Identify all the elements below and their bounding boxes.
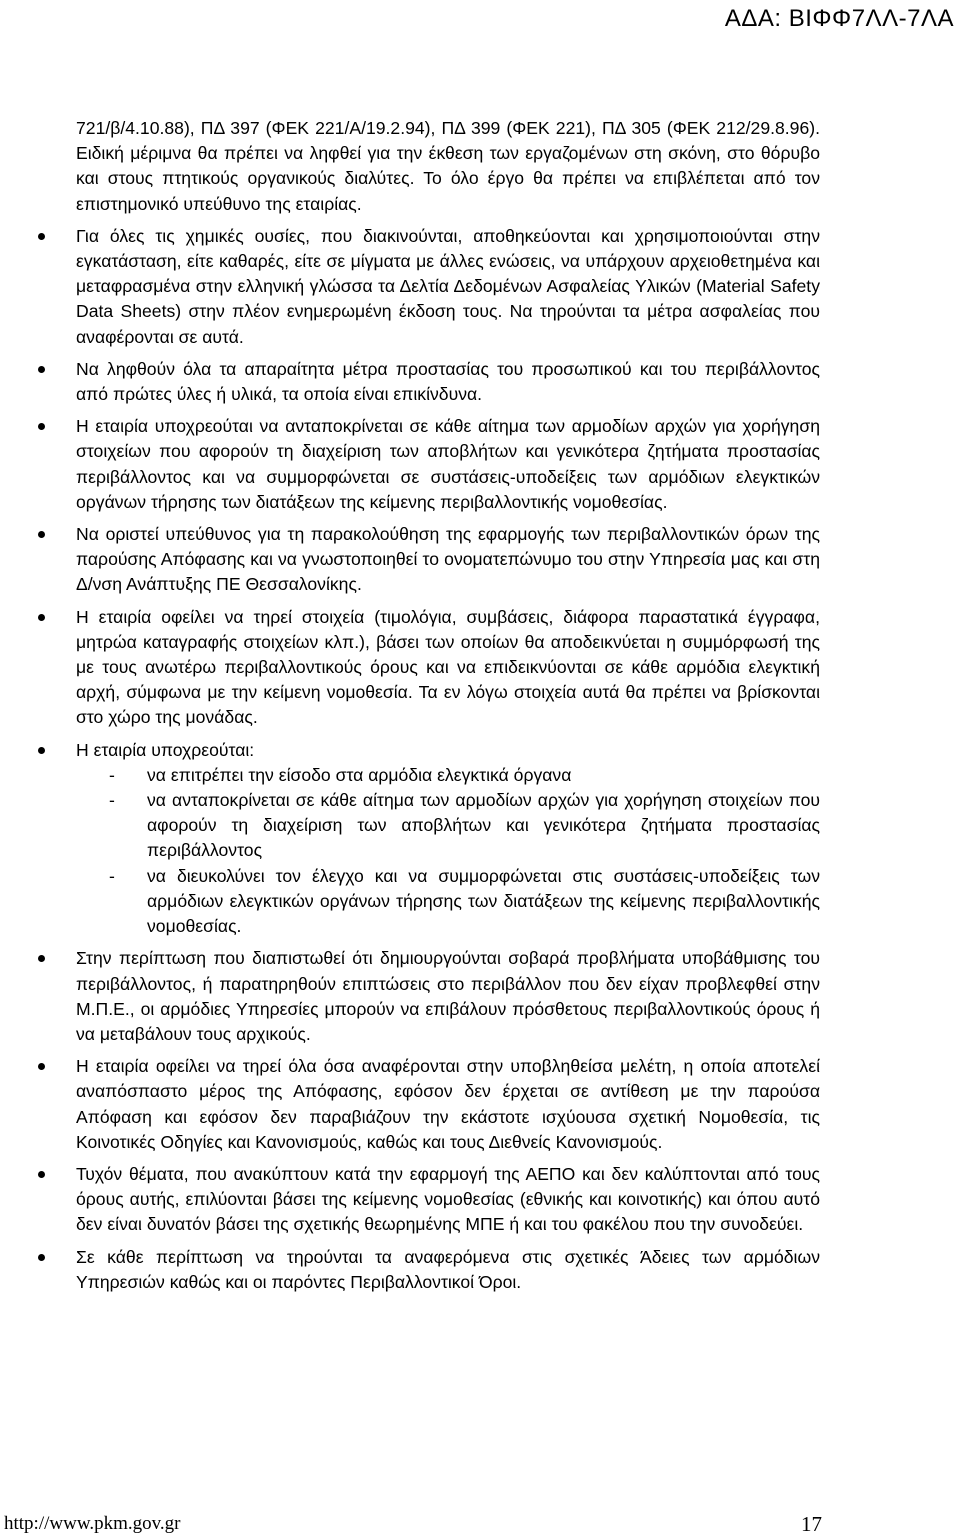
obligations-sublist	[76, 763, 820, 939]
bullet-icon	[38, 233, 45, 240]
bullet-text: Σε κάθε περίπτωση να τηρούνται τα αναφερόμενα στις σχετικές Άδειες των αρμόδιων Υπηρεσιών καθώς και οι παρόντες Περιβαλλοντικοί Όροι.	[76, 1246, 820, 1292]
bullet-icon	[38, 1063, 45, 1070]
bullet-icon	[38, 423, 45, 430]
bullet-item	[76, 946, 820, 1047]
bullet-icon	[38, 1171, 45, 1178]
bullet-item	[76, 414, 820, 515]
bullet-item	[76, 605, 820, 731]
bullet-icon	[38, 1254, 45, 1261]
bullet-item	[76, 522, 820, 598]
sublist-item	[76, 788, 820, 864]
dash-marker: -	[109, 865, 115, 886]
bullet-text: Για όλες τις χημικές ουσίες, που διακινούνται, αποθηκεύονται και χρησιμοποιούνται στην εγκατάσταση, είτε καθαρές, είτε σε μίγματα με άλλες ενώσεις, να υπάρχουν αρχειοθετημένα και μεταφρασμένα στην ελληνική γλώσσα τα Δελτία Δεδομένων Ασφαλείας Υλικών (Material Safety Data Sheets) στην πλέον ενημερωμένη έκδοση τους. Να τηρούνται τα μέτρα ασφαλείας που αναφέρονται σε αυτά.	[76, 225, 820, 347]
bullet-text: Η εταιρία υποχρεούται να ανταποκρίνεται σε κάθε αίτημα των αρμοδίων αρχών για χορήγηση στοιχείων που αφορούν τη διαχείριση των αποβλήτων και γενικότερα ζητήματα προστασίας περιβάλλοντος και να συμμορφώνεται σε συστάσεις-υποδείξεις των αρμόδιων ελεγκτικών οργάνων τήρησης των διατάξεων της κείμενης περιβαλλοντικής νομοθεσίας.	[76, 416, 820, 512]
document-body	[76, 116, 820, 1302]
bullet-item	[76, 224, 820, 350]
bullet-text: Τυχόν θέματα, που ανακύπτουν κατά την εφαρμογή της ΑΕΠΟ και δεν καλύπτονται από τους όρους αυτής, επιλύονται βάσει της κείμενης νομοθεσίας (εθνικής και κοινοτικής) και όπου αυτό δεν είναι δυνατόν βάσει της σχετικής θεωρημένης ΜΠΕ ή και του φακέλου που την συνοδεύει.	[76, 1163, 820, 1235]
bullet-icon	[38, 614, 45, 621]
sublist-text: να επιτρέπει την είσοδο στα αρμόδια ελεγκτικά όργανα	[147, 764, 572, 785]
footer-url: http://www.pkm.gov.gr	[4, 1513, 181, 1534]
bullet-text: Η εταιρία οφείλει να τηρεί στοιχεία (τιμολόγια, συμβάσεις, διάφορα παραστατικά έγγραφα, μητρώα καταγραφής στοιχείων κλπ.), βάσει των οποίων θα αποδεικνύεται η συμμόρφωσή της με τους ανωτέρω περιβαλλοντικούς όρους και να επιδεικνύονται σε κάθε αρμόδια ελεγκτική αρχή, σύμφωνα με την κείμενη νομοθεσία. Τα εν λόγω στοιχεία αυτά θα πρέπει να βρίσκονται στο χώρο της μονάδας.	[76, 606, 820, 728]
obligations-intro: Η εταιρία υποχρεούται:	[76, 739, 255, 760]
bullet-item	[76, 1054, 820, 1155]
dash-marker: -	[109, 764, 115, 785]
bullet-icon	[38, 531, 45, 538]
continuation-paragraph: 721/β/4.10.88), ΠΔ 397 (ΦΕΚ 221/Α/19.2.94), ΠΔ 399 (ΦΕΚ 221), ΠΔ 305 (ΦΕΚ 212/29.8.96). Ειδική μέριμνα θα πρέπει να ληφθεί για την έκθεση των εργαζομένων στη σκόνη, στο θόρυβο και στους πτητικούς οργανικούς διαλύτες. Το όλο έργο θα πρέπει να επιβλέπεται από τον επιστημονικό υπεύθυνο της εταιρίας.	[76, 118, 820, 214]
bullet-item	[76, 357, 820, 407]
bullet-text: Να ληφθούν όλα τα απαραίτητα μέτρα προστασίας του προσωπικού και του περιβάλλοντος από πρώτες ύλες ή υλικά, τα οποία είναι επικίνδυνα.	[76, 358, 820, 405]
sublist-item	[76, 763, 820, 788]
bullet-item	[76, 1162, 820, 1238]
bullet-text: Να οριστεί υπεύθυνος για τη παρακολούθηση της εφαρμογής των περιβαλλοντικών όρων της παρούσης Απόφασης και να γνωστοποιηθεί το ονοματεπώνυμο του στην Υπηρεσία μας και στη Δ/νση Ανάπτυξης ΠΕ Θεσσαλονίκης.	[76, 524, 820, 595]
bullet-text: Στην περίπτωση που διαπιστωθεί ότι δημιουργούνται σοβαρά προβλήματα υποβάθμισης του περιβάλλοντος, ή παρατηρηθούν επιπτώσεις στο περιβάλλον που δεν είχαν προβλεφθεί στην Μ.Π.Ε., οι αρμόδιες Υπηρεσίες μπορούν να επιβάλουν πρόσθετους περιβαλλοντικούς όρους ή να μεταβάλουν τους αρχικούς.	[76, 948, 820, 1044]
bullet-icon	[38, 366, 45, 373]
dash-marker: -	[109, 790, 115, 811]
bullet-text: Η εταιρία οφείλει να τηρεί όλα όσα αναφέρονται στην υποβληθείσα μελέτη, η οποία αποτελεί αναπόσπαστο μέρος της Απόφασης, εφόσον δεν έρχεται σε αντίθεση με την παρούσα Απόφαση και εφόσον δεν παραβιάζουν την εκάστοτε ισχύουσα σχετική Νομοθεσία, τις Κοινοτικές Οδηγίες και Κανονισμούς, καθώς και τους Διεθνείς Κανονισμούς.	[76, 1056, 820, 1152]
bullet-item	[76, 1245, 820, 1295]
sublist-text: να διευκολύνει τον έλεγχο και να συμμορφώνεται στις συστάσεις-υποδείξεις των αρμόδιων ελεγκτικών οργάνων τήρησης των διατάξεων της κείμενης περιβαλλοντικής νομοθεσίας.	[147, 865, 820, 937]
bullet-icon	[38, 955, 45, 962]
ada-header: ΑΔΑ: ΒΙΦΦ7ΛΛ-7ΛΑ	[724, 5, 954, 32]
bullet-icon	[38, 747, 45, 754]
obligations-item	[76, 738, 820, 940]
page-number: 17	[801, 1512, 822, 1536]
sublist-item	[76, 864, 820, 940]
sublist-text: να ανταποκρίνεται σε κάθε αίτημα των αρμοδίων αρχών για χορήγηση στοιχείων που αφορούν τη διαχείριση των αποβλήτων και γενικότερα ζητήματα προστασίας περιβάλλοντος	[147, 790, 820, 861]
